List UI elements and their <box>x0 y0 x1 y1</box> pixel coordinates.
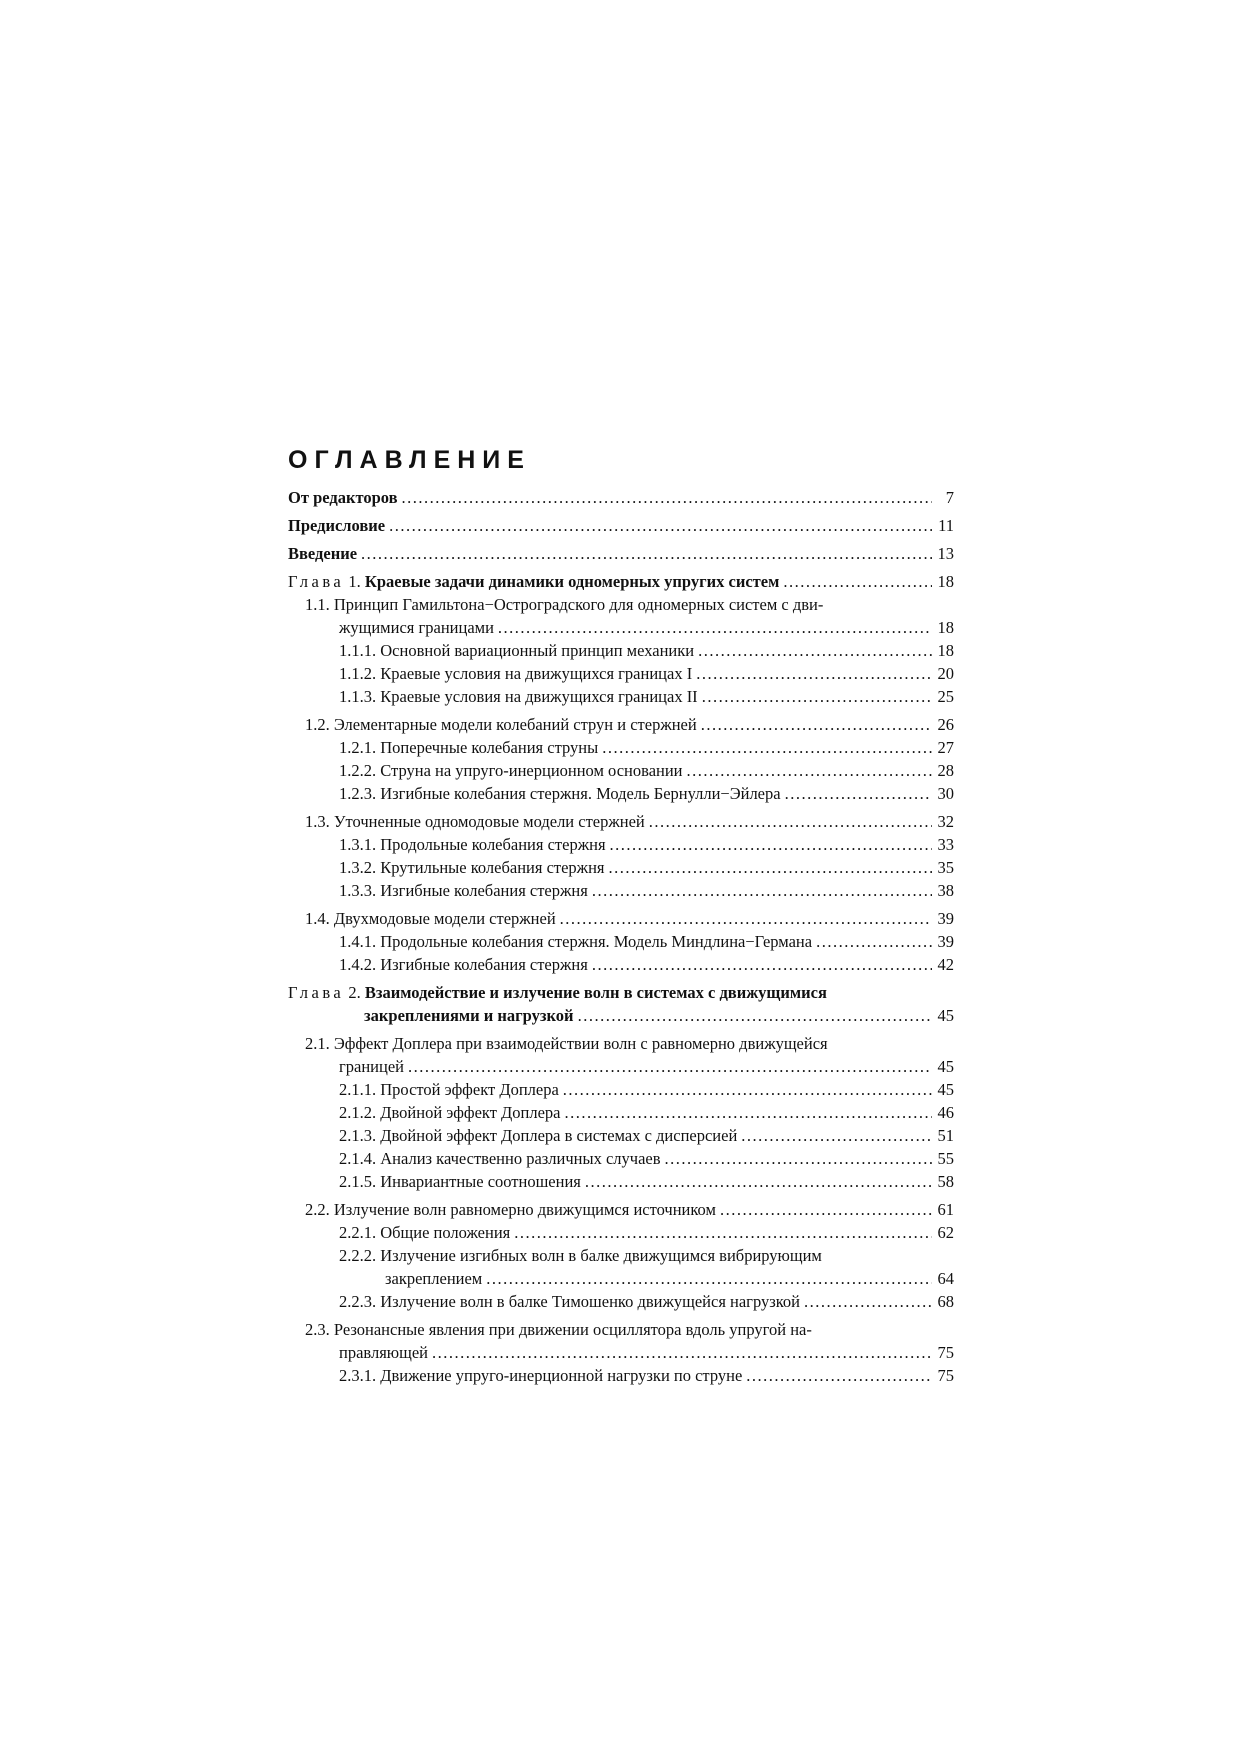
toc-page: 32 <box>937 812 954 831</box>
table-of-contents <box>288 440 954 1387</box>
toc-page: 20 <box>937 664 954 683</box>
toc-title-cont: закреплением <box>385 1269 483 1288</box>
toc-title: 1.4.2. Изгибные колебания стержня <box>339 955 588 974</box>
toc-title: 2.1.4. Анализ качественно различных случаев <box>339 1149 661 1168</box>
toc-subsection <box>288 856 954 879</box>
toc-page: 75 <box>937 1343 954 1362</box>
toc-subsection <box>288 833 954 856</box>
toc-page: 45 <box>937 1057 954 1076</box>
toc-subsection <box>288 1147 954 1170</box>
toc-title: 1.3.3. Изгибные колебания стержня <box>339 881 588 900</box>
chapter-prefix: Глава <box>288 572 345 591</box>
toc-section-2-1 <box>288 1032 954 1078</box>
toc-page: 7 <box>945 488 954 507</box>
toc-section-1-1 <box>288 593 954 639</box>
toc-subsection <box>288 736 954 759</box>
toc-title: 1.2.2. Струна на упруго-инерционном основании <box>339 761 683 780</box>
toc-title: 2.1.2. Двойной эффект Доплера <box>339 1103 561 1122</box>
toc-title: 1.1.1. Основной вариационный принцип механики <box>339 641 695 660</box>
toc-page: 27 <box>937 738 954 757</box>
toc-subsection <box>288 1290 954 1313</box>
toc-subsection <box>288 662 954 685</box>
toc-page: 55 <box>937 1149 954 1168</box>
toc-page: 25 <box>937 687 954 706</box>
toc-page: 51 <box>937 1126 954 1145</box>
toc-section-1-4 <box>288 907 954 930</box>
toc-page: 62 <box>937 1223 954 1242</box>
toc-subsection <box>288 953 954 976</box>
toc-subsection <box>288 879 954 902</box>
toc-subsection <box>288 1364 954 1387</box>
chapter-prefix: Глава <box>288 983 345 1002</box>
toc-title: Введение <box>288 544 358 563</box>
toc-page: 45 <box>937 1080 954 1099</box>
toc-subsection <box>288 1170 954 1193</box>
toc-page: 18 <box>937 641 954 660</box>
toc-section-1-2 <box>288 713 954 736</box>
chapter-title: Краевые задачи динамики одномерных упругих систем <box>364 572 780 591</box>
toc-page: 61 <box>937 1200 954 1219</box>
toc-title: 1.4.1. Продольные колебания стержня. Модель Миндлина−Германа <box>339 932 813 951</box>
toc-title-cont: границей <box>339 1057 404 1076</box>
chapter-number: 2. <box>348 983 361 1002</box>
toc-subsection <box>288 1244 954 1290</box>
toc-title: 1.1.3. Краевые условия на движущихся границах II <box>339 687 698 706</box>
toc-page: 75 <box>937 1366 954 1385</box>
toc-page: 11 <box>938 516 954 535</box>
toc-page: 18 <box>937 618 954 637</box>
toc-page: 39 <box>937 909 954 928</box>
toc-title: 2.2. Излучение волн равномерно движущимся источником <box>305 1200 716 1219</box>
toc-subsection <box>288 1124 954 1147</box>
toc-subsection <box>288 1221 954 1244</box>
toc-page: 26 <box>937 715 954 734</box>
toc-page: 38 <box>937 881 954 900</box>
page-title: ОГЛАВЛЕНИЕ <box>288 446 531 474</box>
toc-title: 1.2. Элементарные модели колебаний струн и стержней <box>305 715 697 734</box>
toc-chapter-2 <box>288 981 954 1027</box>
toc-subsection <box>288 639 954 662</box>
toc-section-2-3 <box>288 1318 954 1364</box>
toc-entry-editors <box>288 486 954 509</box>
toc-title: От редакторов <box>288 488 398 507</box>
toc-title: 1.2.1. Поперечные колебания струны <box>339 738 599 757</box>
toc-title: 2.3. Резонансные явления при движении осциллятора вдоль упругой на- <box>305 1320 812 1339</box>
toc-page: 68 <box>937 1292 954 1311</box>
toc-title: 2.3.1. Движение упруго-инерционной нагрузки по струне <box>339 1366 743 1385</box>
toc-subsection <box>288 930 954 953</box>
toc-subsection <box>288 1101 954 1124</box>
toc-title: 2.1.5. Инвариантные соотношения <box>339 1172 581 1191</box>
toc-title: 2.2.1. Общие положения <box>339 1223 511 1242</box>
toc-section-1-3 <box>288 810 954 833</box>
toc-title: 2.2.3. Излучение волн в балке Тимошенко движущейся нагрузкой <box>339 1292 801 1311</box>
toc-page: 35 <box>937 858 954 877</box>
toc-title: 1.1. Принцип Гамильтона−Остроградского для одномерных систем с дви- <box>305 595 824 614</box>
toc-title: Предисловие <box>288 516 386 535</box>
toc-page: 45 <box>937 1006 954 1025</box>
toc-page: 39 <box>937 932 954 951</box>
toc-title-cont: правляющей <box>339 1343 428 1362</box>
toc-subsection <box>288 685 954 708</box>
toc-page: 64 <box>937 1269 954 1288</box>
toc-page: 18 <box>937 572 954 591</box>
toc-title: 2.1.3. Двойной эффект Доплера в системах с дисперсией <box>339 1126 738 1145</box>
toc-page: 30 <box>937 784 954 803</box>
toc-page: 58 <box>937 1172 954 1191</box>
toc-page: 46 <box>937 1103 954 1122</box>
toc-title: 2.2.2. Излучение изгибных волн в балке движущимся вибрирующим <box>339 1246 822 1265</box>
toc-title-cont: жущимися границами <box>339 618 494 637</box>
toc-title: 1.2.3. Изгибные колебания стержня. Модель Бернулли−Эйлера <box>339 784 781 803</box>
toc-page: 13 <box>937 544 954 563</box>
toc-chapter-1 <box>288 570 954 593</box>
toc-page: 42 <box>937 955 954 974</box>
toc-subsection <box>288 1078 954 1101</box>
toc-section-2-2 <box>288 1198 954 1221</box>
toc-title: 2.1.1. Простой эффект Доплера <box>339 1080 559 1099</box>
toc-title: 1.3.1. Продольные колебания стержня <box>339 835 606 854</box>
toc-entry-introduction <box>288 542 954 565</box>
toc-title: 1.4. Двухмодовые модели стержней <box>305 909 556 928</box>
toc-subsection <box>288 782 954 805</box>
chapter-number: 1. <box>348 572 361 591</box>
toc-title: 1.3.2. Крутильные колебания стержня <box>339 858 605 877</box>
toc-title: 1.3. Уточненные одномодовые модели стержней <box>305 812 645 831</box>
toc-page: 33 <box>937 835 954 854</box>
chapter-title-cont: закреплениями и нагрузкой <box>364 1006 574 1025</box>
toc-title: 2.1. Эффект Доплера при взаимодействии волн с равномерно движущейся <box>305 1034 828 1053</box>
toc-page: 28 <box>937 761 954 780</box>
toc-title: 1.1.2. Краевые условия на движущихся границах I <box>339 664 693 683</box>
toc-subsection <box>288 759 954 782</box>
toc-entry-preface <box>288 514 954 537</box>
chapter-title: Взаимодействие и излучение волн в системах с движущимися <box>364 983 827 1002</box>
